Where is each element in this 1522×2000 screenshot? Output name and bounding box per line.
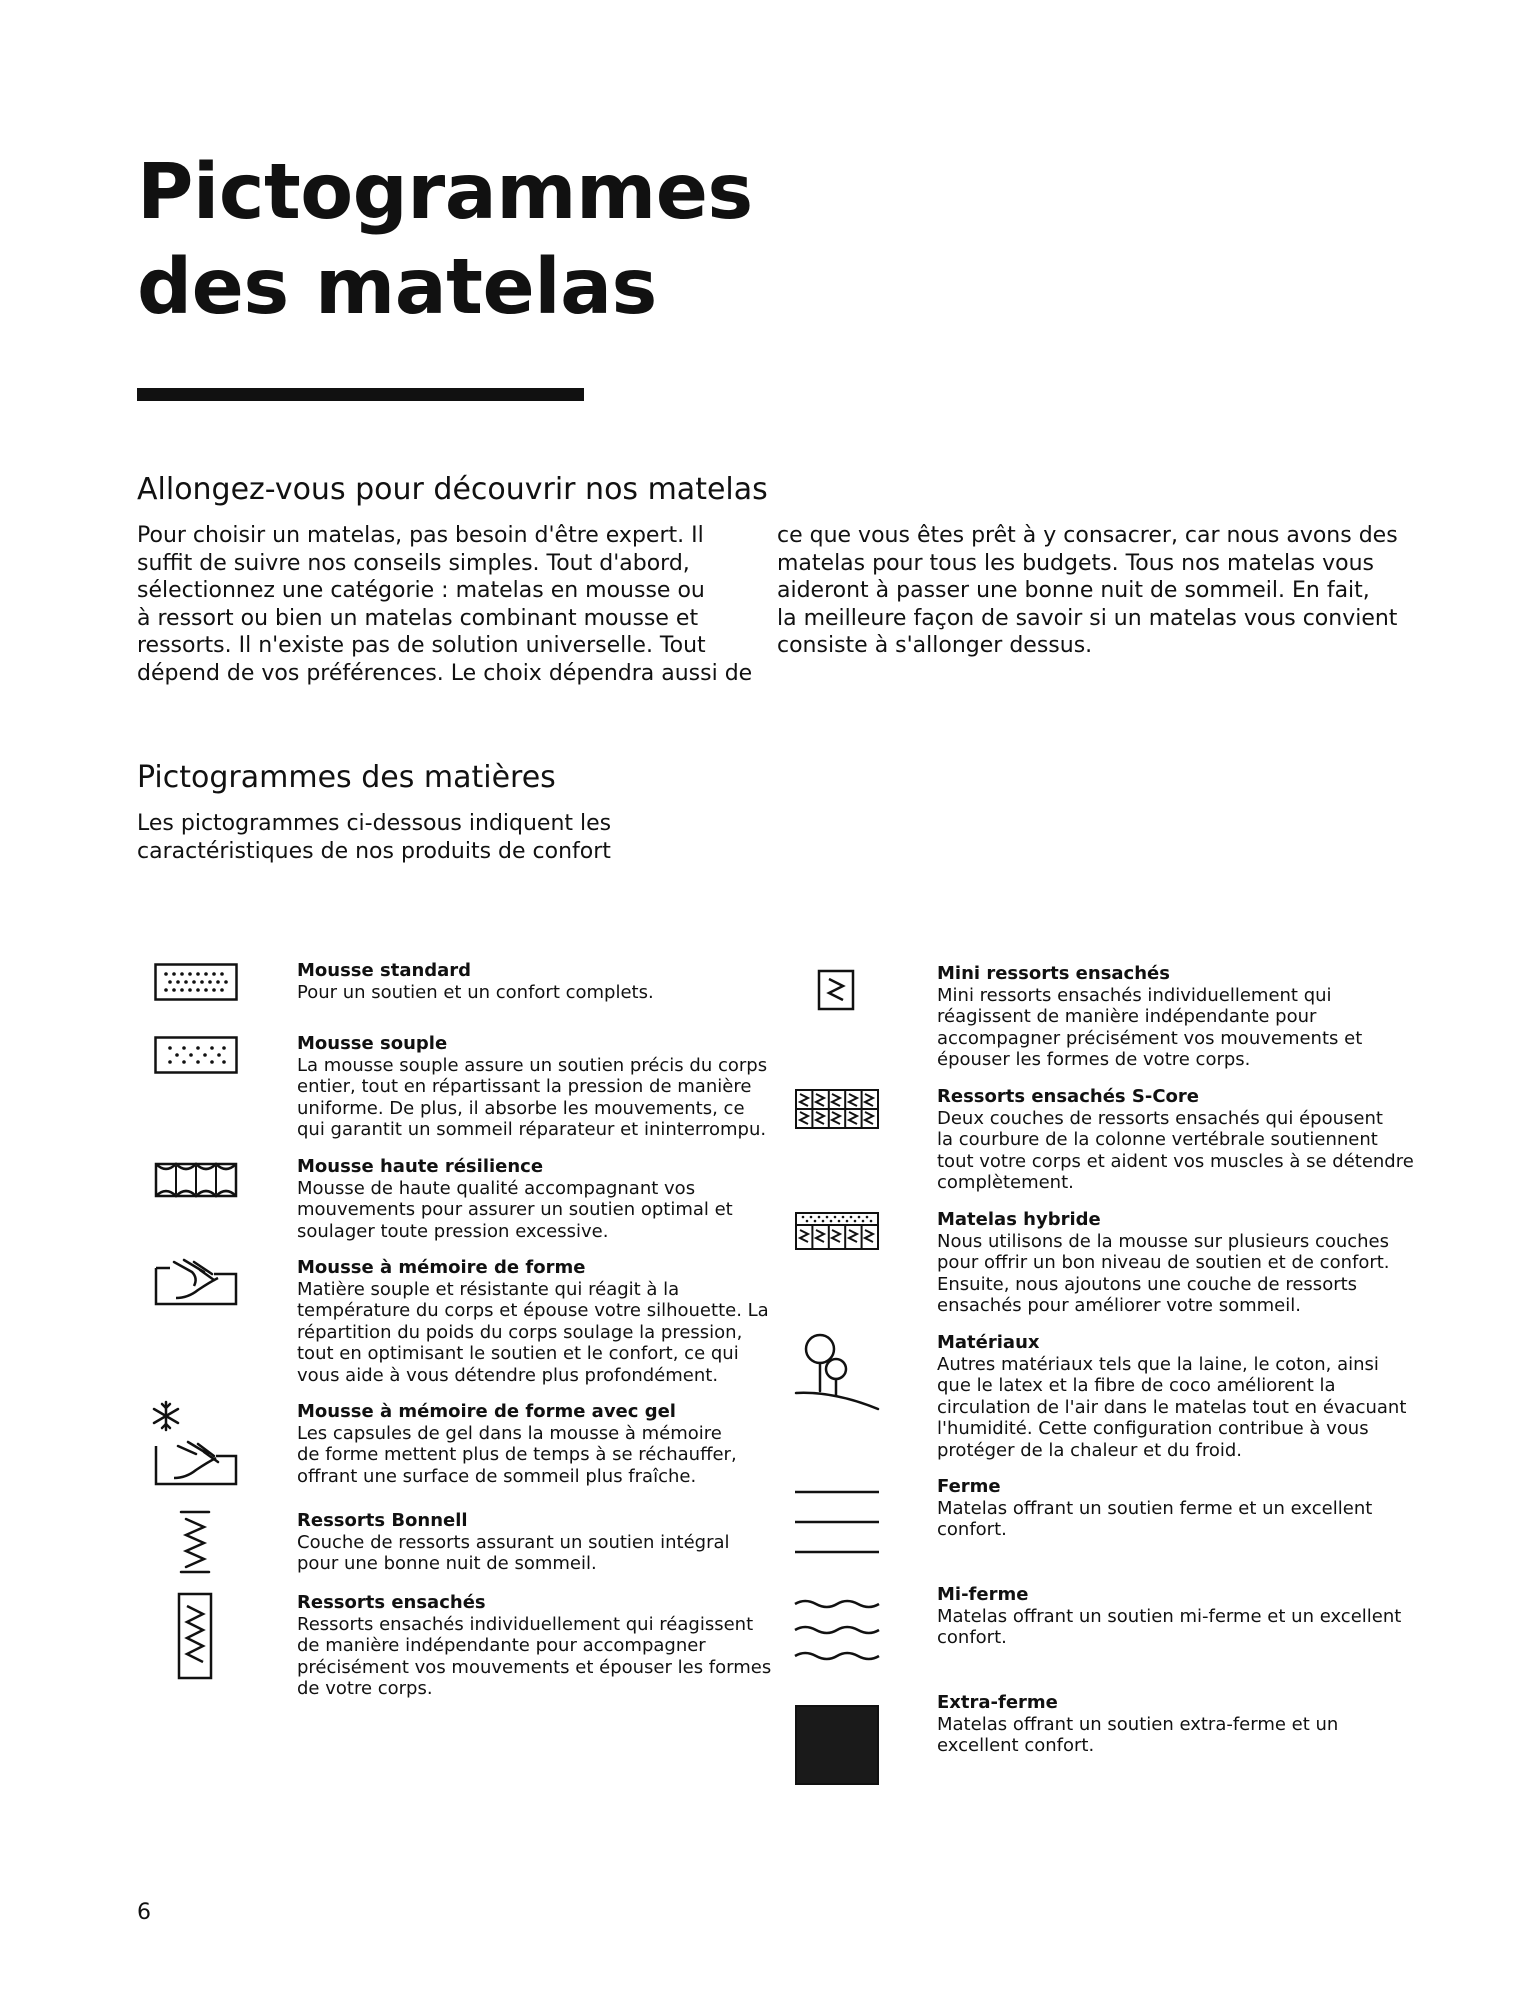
left-item-memory-foam <box>297 1257 769 1386</box>
item-name: Mousse à mémoire de forme <box>297 1257 586 1278</box>
item-desc-line: l'humidité. Cette configuration contribue à vous <box>937 1418 1369 1439</box>
right-item-mini-pocket-springs <box>937 963 1362 1071</box>
page-title-line-1: Pictogrammes <box>137 148 753 237</box>
item-name: Mi-ferme <box>937 1584 1029 1605</box>
intro-line: ce que vous êtes prêt à y consacrer, car nous avons des <box>777 523 1398 548</box>
item-desc-line: Matelas offrant un soutien mi-ferme et un excellent <box>937 1605 1402 1627</box>
item-desc-line: Autres matériaux tels que la laine, le coton, ainsi <box>937 1353 1379 1375</box>
intro-line: à ressort ou bien un matelas combinant mousse et <box>137 605 699 631</box>
intro-line: aideront à passer une bonne nuit de sommeil. En fait, <box>777 578 1370 603</box>
item-desc-line: entier, tout en répartissant la pression de manière <box>297 1076 752 1097</box>
item-name: Matériaux <box>937 1332 1040 1353</box>
standard-foam-icon <box>154 963 238 1001</box>
soft-foam-icon <box>154 1036 238 1074</box>
item-desc-line: confort. <box>937 1627 1007 1648</box>
item-name: Mousse standard <box>297 960 472 981</box>
intro-heading: Allongez-vous pour découvrir nos matelas <box>137 472 768 507</box>
item-desc-line: Matelas offrant un soutien ferme et un excellent <box>937 1497 1373 1519</box>
item-desc-line: qui garantit un sommeil réparateur et ininterrompu. <box>297 1119 767 1140</box>
bonnell-springs-icon <box>178 1509 212 1575</box>
intro-line: matelas pour tous les budgets. Tous nos matelas vous <box>777 550 1374 576</box>
item-desc-line: ensachés pour améliorer votre sommeil. <box>937 1295 1301 1316</box>
item-desc-line: répartition du poids du corps soulage la pression, <box>297 1321 743 1343</box>
intro-line: sélectionnez une catégorie : matelas en mousse ou <box>137 578 705 603</box>
item-desc-line: soulager toute pression excessive. <box>297 1220 609 1242</box>
item-desc-line: réagissent de manière indépendante pour <box>937 1006 1317 1027</box>
item-name: Matelas hybride <box>937 1209 1101 1230</box>
item-desc-line: température du corps et épouse votre silhouette. La <box>297 1300 769 1321</box>
page-title-line-2: des matelas <box>137 243 657 332</box>
left-item-standard-foam <box>297 960 654 1003</box>
item-desc-line: circulation de l'air dans le matelas tout en évacuant <box>937 1396 1407 1418</box>
item-name: Mousse souple <box>297 1033 448 1054</box>
item-desc-line: offrant une surface de sommeil plus fraîche. <box>297 1465 697 1487</box>
high-resilience-foam-icon <box>154 1160 238 1200</box>
item-desc-line: accompagner précisément vos mouvements et <box>937 1027 1363 1049</box>
item-desc-line: Pour un soutien et un confort complets. <box>297 981 654 1003</box>
page-number: 6 <box>137 1900 151 1925</box>
right-item-extra-firm <box>937 1692 1338 1757</box>
intro-line: dépend de vos préférences. Le choix dépendra aussi de <box>137 660 753 686</box>
item-desc-line: de votre corps. <box>297 1678 433 1699</box>
left-item-soft-foam <box>297 1033 767 1141</box>
item-name: Ressorts ensachés <box>297 1592 486 1613</box>
intro-line: la meilleure façon de savoir si un matelas vous convient <box>777 605 1398 631</box>
item-name: Ressorts ensachés S-Core <box>937 1086 1199 1107</box>
item-desc-line: Mousse de haute qualité accompagnant vos <box>297 1177 696 1199</box>
right-item-firm <box>937 1476 1372 1541</box>
item-desc-line: Les capsules de gel dans la mousse à mémoire <box>297 1422 722 1444</box>
item-name: Mousse haute résilience <box>297 1156 544 1177</box>
item-name: Ferme <box>937 1476 1001 1497</box>
item-desc-line: uniforme. De plus, il absorbe les mouvements, ce <box>297 1097 745 1119</box>
item-name: Extra-ferme <box>937 1692 1058 1713</box>
extra-firm-icon <box>795 1705 879 1785</box>
item-desc-line: que le latex et la fibre de coco améliorent la <box>937 1375 1336 1396</box>
mini-pocket-springs-icon <box>817 969 855 1011</box>
item-desc-line: épouser les formes de votre corps. <box>937 1049 1251 1070</box>
item-desc-line: Matière souple et résistante qui réagit à la <box>297 1278 680 1300</box>
item-desc-line: tout votre corps et aident vos muscles à se détendre <box>937 1150 1414 1172</box>
item-desc-line: précisément vos mouvements et épouser les formes <box>297 1656 772 1678</box>
item-desc-line: confort. <box>937 1519 1007 1540</box>
item-desc-line: Nous utilisons de la mousse sur plusieurs couches <box>937 1230 1390 1252</box>
firm-icon <box>795 1490 879 1554</box>
item-desc-line: Ensuite, nous ajoutons une couche de ressorts <box>937 1273 1358 1295</box>
left-item-bonnell-springs <box>297 1510 730 1575</box>
item-desc-line: Matelas offrant un soutien extra-ferme et un <box>937 1713 1339 1735</box>
gel-memory-foam-icon <box>152 1400 238 1486</box>
item-desc-line: Mini ressorts ensachés individuellement qui <box>937 984 1332 1006</box>
item-desc-line: pour offrir un bon niveau de soutien et de confort. <box>937 1252 1390 1273</box>
materials-intro-line: caractéristiques de nos produits de confort <box>137 838 611 864</box>
left-item-high-resilience-foam <box>297 1156 733 1242</box>
intro-column-2 <box>777 522 1398 660</box>
materials-heading: Pictogrammes des matières <box>137 760 556 795</box>
item-desc-line: complètement. <box>937 1172 1074 1193</box>
item-desc-line: mouvements pour assurer un soutien optimal et <box>297 1199 733 1220</box>
intro-line: consiste à s'allonger dessus. <box>777 633 1093 658</box>
intro-column-1 <box>137 522 752 687</box>
item-desc-line: tout en optimisant le soutien et le confort, ce qui <box>297 1343 739 1364</box>
intro-line: suffit de suivre nos conseils simples. Tout d'abord, <box>137 550 690 576</box>
memory-foam-icon <box>154 1258 238 1306</box>
item-desc-line: de manière indépendante pour accompagner <box>297 1635 706 1656</box>
right-item-hybrid-mattress <box>937 1209 1390 1317</box>
item-desc-line: pour une bonne nuit de sommeil. <box>297 1553 597 1574</box>
intro-line: ressorts. Il n'existe pas de solution universelle. Tout <box>137 633 706 658</box>
right-item-natural-materials <box>937 1332 1406 1461</box>
s-core-springs-icon <box>795 1089 879 1129</box>
item-desc-line: de forme mettent plus de temps à se réchauffer, <box>297 1444 737 1465</box>
right-item-s-core-springs <box>937 1086 1414 1194</box>
page-title <box>137 145 753 335</box>
item-name: Mini ressorts ensachés <box>937 963 1170 984</box>
item-desc-line: vous aide à vous détendre plus profondément. <box>297 1364 719 1386</box>
item-desc-line: la courbure de la colonne vertébrale soutiennent <box>937 1129 1378 1150</box>
item-desc-line: Deux couches de ressorts ensachés qui épousent <box>937 1107 1383 1129</box>
pocket-springs-icon <box>177 1592 213 1680</box>
materials-intro <box>137 810 611 865</box>
item-desc-line: excellent confort. <box>937 1735 1095 1756</box>
intro-line: Pour choisir un matelas, pas besoin d'être expert. Il <box>137 523 704 548</box>
item-desc-line: Ressorts ensachés individuellement qui réagissent <box>297 1613 754 1635</box>
item-desc-line: La mousse souple assure un soutien précis du corps <box>297 1054 768 1076</box>
item-name: Ressorts Bonnell <box>297 1510 468 1531</box>
left-item-gel-memory-foam <box>297 1401 737 1487</box>
title-rule <box>137 388 584 401</box>
item-name: Mousse à mémoire de forme avec gel <box>297 1401 676 1422</box>
medium-firm-icon <box>795 1598 879 1662</box>
hybrid-mattress-icon <box>795 1212 879 1250</box>
materials-intro-line: Les pictogrammes ci-dessous indiquent les <box>137 811 612 836</box>
right-item-medium-firm <box>937 1584 1401 1649</box>
left-item-pocket-springs <box>297 1592 771 1700</box>
natural-materials-icon <box>794 1333 880 1411</box>
item-desc-line: protéger de la chaleur et du froid. <box>937 1439 1243 1461</box>
item-desc-line: Couche de ressorts assurant un soutien intégral <box>297 1531 730 1553</box>
